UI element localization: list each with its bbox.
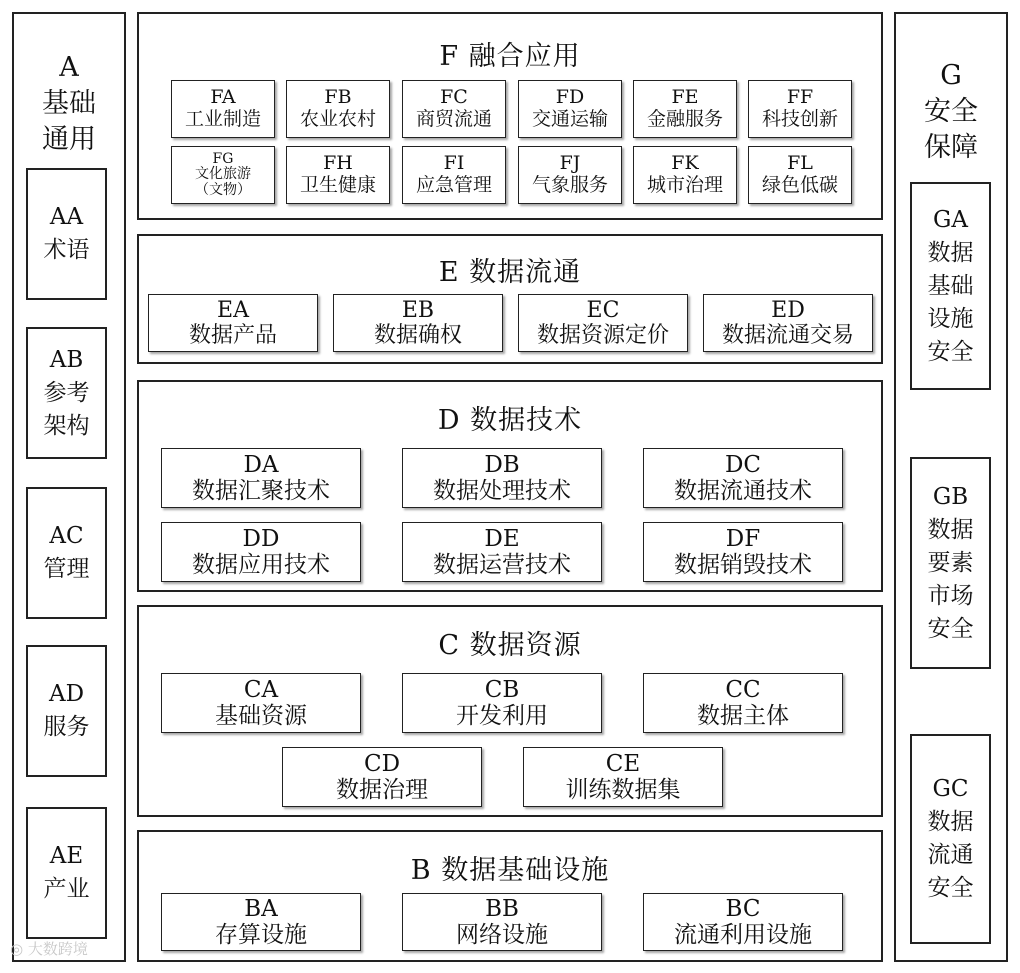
box-df <box>643 522 843 582</box>
box-fk-code: FK <box>671 152 699 175</box>
box-ec <box>518 294 688 352</box>
box-ab-label-2: 架构 <box>43 412 90 439</box>
box-gb-label-3: 市场 <box>927 582 974 609</box>
box-dc-code: DC <box>724 451 762 478</box>
box-dc-label: 数据流通技术 <box>674 478 812 504</box>
box-ca <box>161 673 361 733</box>
box-fl-code: FL <box>787 152 813 175</box>
column-g-title-line-2: 保障 <box>924 132 978 163</box>
box-gb-label-1: 数据 <box>927 516 974 543</box>
box-cd-label: 数据治理 <box>336 777 428 803</box>
column-g-code: G <box>940 60 962 91</box>
box-ce <box>523 747 723 807</box>
box-ga-label-1: 数据 <box>927 239 974 266</box>
box-ac-code: AC <box>49 523 84 549</box>
box-fk-label: 城市治理 <box>646 174 723 196</box>
box-cc-label: 数据主体 <box>697 703 789 729</box>
box-fj-code: FJ <box>559 152 581 175</box>
box-aa-code: AA <box>49 204 84 230</box>
box-bc-code: BC <box>725 895 761 922</box>
box-de-label: 数据运营技术 <box>433 552 571 578</box>
box-fg <box>171 146 275 204</box>
box-fh-label: 卫生健康 <box>299 174 376 196</box>
box-ce-label: 训练数据集 <box>565 777 681 803</box>
box-da-label: 数据汇聚技术 <box>192 478 330 504</box>
box-fe-code: FE <box>671 86 699 109</box>
box-eb <box>333 294 503 352</box>
watermark-icon: ◎ <box>10 940 24 958</box>
column-g-title <box>896 58 1006 166</box>
box-ff-label: 科技创新 <box>761 108 838 130</box>
box-gc-label-1: 数据 <box>927 809 974 835</box>
box-fd-label: 交通运输 <box>531 108 608 130</box>
column-a-title <box>14 50 124 158</box>
box-gb-label-4: 安全 <box>927 615 974 642</box>
box-ga-code: GA <box>933 206 968 233</box>
box-ga <box>910 182 991 390</box>
box-ae-code: AE <box>49 843 84 869</box>
box-fi <box>402 146 506 204</box>
box-ga-label-3: 设施 <box>927 305 974 332</box>
box-fj <box>518 146 622 204</box>
box-ed-label: 数据流通交易 <box>721 323 854 348</box>
box-db-code: DB <box>484 451 520 478</box>
box-gc-label-2: 流通 <box>927 842 974 868</box>
box-ac-label-1: 管理 <box>43 556 90 582</box>
box-cb-code: CB <box>484 676 520 703</box>
box-ca-label: 基础资源 <box>215 703 307 729</box>
box-ad-label-1: 服务 <box>43 714 90 740</box>
box-ga-label-2: 基础 <box>927 272 974 299</box>
box-bb <box>402 893 602 951</box>
box-fg-code: FG <box>212 150 234 167</box>
box-ea-label: 数据产品 <box>188 323 277 348</box>
box-bc-label: 流通利用设施 <box>674 922 812 948</box>
box-ec-code: EC <box>586 297 620 323</box>
box-ga-label-4: 安全 <box>927 338 974 365</box>
box-fb <box>286 80 390 138</box>
box-aa-label-1: 术语 <box>43 237 90 263</box>
box-da <box>161 448 361 508</box>
box-eb-label: 数据确权 <box>373 323 462 348</box>
box-bb-code: BB <box>485 895 519 922</box>
box-cb-label: 开发利用 <box>456 703 548 729</box>
box-dd-code: DD <box>242 525 280 552</box>
box-aa <box>26 168 107 300</box>
box-cb <box>402 673 602 733</box>
box-ed <box>703 294 873 352</box>
box-ab-code: AB <box>49 346 84 373</box>
box-ed-code: ED <box>771 297 805 323</box>
box-fg-label: 文化旅游 <box>195 166 251 183</box>
box-ad <box>26 645 107 777</box>
box-ab <box>26 327 107 459</box>
box-ba <box>161 893 361 951</box>
watermark <box>10 938 88 959</box>
box-fe <box>633 80 737 138</box>
box-fh <box>286 146 390 204</box>
box-fh-code: FH <box>323 152 353 175</box>
box-de-code: DE <box>484 525 520 552</box>
box-fg-label-2: （文物） <box>195 181 251 198</box>
box-fb-code: FB <box>324 86 352 109</box>
section-c-title: C 数据资源 <box>438 630 582 661</box>
box-gc-code: GC <box>932 776 969 802</box>
box-ba-label: 存算设施 <box>215 922 307 948</box>
box-da-code: DA <box>243 451 279 478</box>
watermark-text: 大数跨境 <box>27 940 88 958</box>
box-ae-label-1: 产业 <box>43 876 90 902</box>
box-fk <box>633 146 737 204</box>
box-ad-code: AD <box>48 681 85 707</box>
box-ff-code: FF <box>786 86 814 109</box>
box-gb-code: GB <box>932 483 969 510</box>
box-ea-code: EA <box>217 297 249 323</box>
box-ff <box>748 80 852 138</box>
box-fa <box>171 80 275 138</box>
box-fc-label: 商贸流通 <box>415 108 492 130</box>
section-d-title: D 数据技术 <box>437 405 583 436</box>
box-fd <box>518 80 622 138</box>
box-bb-label: 网络设施 <box>456 922 548 948</box>
box-ea <box>148 294 318 352</box>
box-eb-code: EB <box>401 297 435 323</box>
section-b-title: B 数据基础设施 <box>410 855 610 886</box>
section-e-title: E 数据流通 <box>438 257 582 288</box>
box-bc <box>643 893 843 951</box>
column-a-code: A <box>59 52 79 83</box>
box-ba-code: BA <box>244 895 278 922</box>
box-ae <box>26 807 107 939</box>
box-fc <box>402 80 506 138</box>
box-fa-label: 工业制造 <box>184 108 261 130</box>
box-db <box>402 448 602 508</box>
box-gb <box>910 457 991 669</box>
column-a-title-line-1: 基础 <box>42 88 96 119</box>
box-gc-label-3: 安全 <box>927 875 974 901</box>
box-dc <box>643 448 843 508</box>
box-ce-code: CE <box>605 750 641 777</box>
box-gc <box>910 734 991 944</box>
box-fe-label: 金融服务 <box>646 108 723 130</box>
box-fl-label: 绿色低碳 <box>761 174 838 196</box>
box-dd <box>161 522 361 582</box>
box-ab-label-1: 参考 <box>43 379 90 406</box>
box-fj-label: 气象服务 <box>531 174 608 196</box>
section-f-title: F 融合应用 <box>439 41 581 72</box>
box-cc-code: CC <box>725 676 761 703</box>
box-fc-code: FC <box>440 86 468 109</box>
box-fi-code: FI <box>443 152 465 175</box>
column-a-title-line-2: 通用 <box>42 124 96 155</box>
box-fa-code: FA <box>210 86 236 109</box>
box-fi-label: 应急管理 <box>415 174 492 196</box>
box-fl <box>748 146 852 204</box>
box-ac <box>26 487 107 619</box>
box-db-label: 数据处理技术 <box>433 478 571 504</box>
box-cd <box>282 747 482 807</box>
box-fd-code: FD <box>555 86 585 109</box>
box-df-code: DF <box>725 525 761 552</box>
box-fb-label: 农业农村 <box>299 108 376 130</box>
box-cd-code: CD <box>363 750 401 777</box>
box-cc <box>643 673 843 733</box>
box-gb-label-2: 要素 <box>927 549 974 576</box>
box-df-label: 数据销毁技术 <box>674 552 812 578</box>
box-dd-label: 数据应用技术 <box>192 552 330 578</box>
box-de <box>402 522 602 582</box>
box-ec-label: 数据资源定价 <box>536 323 669 348</box>
box-ca-code: CA <box>243 676 279 703</box>
column-g-title-line-1: 安全 <box>924 96 978 127</box>
